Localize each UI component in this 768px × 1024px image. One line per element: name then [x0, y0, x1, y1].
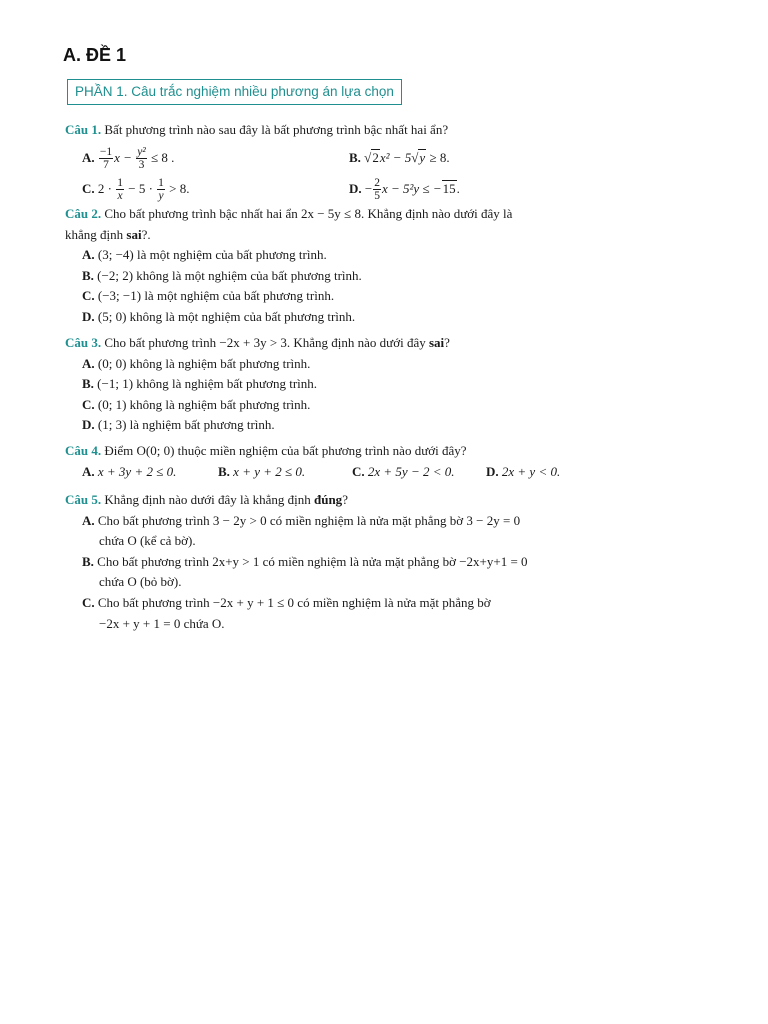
- option-a[interactable]: A. (0; 0) không là nghiệm bất phương trình.: [82, 355, 311, 371]
- fraction: $\frac{1}{y}$: [158, 177, 164, 203]
- option-c[interactable]: C. (0; 1) không là nghiệm bất phương trình.: [82, 396, 311, 412]
- page-title: A. ĐỀ 1: [63, 45, 127, 65]
- option-b[interactable]: B. (−1; 1) không là nghiệm bất phương trình.: [82, 376, 318, 392]
- option-c[interactable]: C. 2x + 5y − 2 < 0.: [352, 463, 455, 479]
- question-label: Câu 2.: [65, 206, 102, 221]
- option-b[interactable]: B. x + y + 2 ≤ 0.: [218, 463, 306, 479]
- option-d[interactable]: D. 2x + y < 0.: [486, 463, 561, 479]
- option-b[interactable]: B. Cho bất phương trình 2x+y > 1 có miền nghiệm là nửa mặt phẳng bờ −2x+y+1 = 0 chứa O (bỏ bờ).: [82, 553, 528, 590]
- option-a[interactable]: A. Cho bất phương trình 3 − 2y > 0 có miền nghiệm là nửa mặt phẳng bờ 3 − 2y = 0 chứa O (kể cả bờ).: [82, 512, 521, 549]
- sqrt-sign: √: [411, 149, 419, 165]
- question-label: Câu 3.: [65, 335, 102, 350]
- question-stem: Bất phương trình nào sau đây là bất phương trình bậc nhất hai ẩn?: [104, 122, 449, 137]
- option-a[interactable]: A. $\frac{-1}{7}$ x − $\frac{\text{y²}}{3}$ ≤ 8 .: [82, 146, 175, 172]
- fraction: $\frac{1}{x}$: [117, 177, 123, 203]
- question-label: Câu 1.: [65, 122, 102, 137]
- option-d[interactable]: D. (5; 0) không là một nghiệm của bất phương trình.: [82, 308, 356, 324]
- option-b[interactable]: B. √2x² − 5√y ≥ 8.: [349, 149, 450, 165]
- question-label: Câu 5.: [65, 492, 102, 507]
- question-label: Câu 4.: [65, 443, 102, 458]
- option-c[interactable]: C. 2 · $\frac{1}{x}$ − 5 · $\frac{1}{y}$ > 8.: [82, 177, 190, 203]
- fraction: $\frac{\text{y²}}{3}$: [137, 146, 146, 172]
- option-a[interactable]: A. (3; −4) là một nghiệm của bất phương trình.: [82, 247, 327, 263]
- fraction: $\frac{-1}{7}$: [99, 146, 113, 172]
- part-heading-box: PHẦN 1. Câu trắc nghiệm nhiều phương án lựa chọn: [67, 79, 402, 105]
- option-b[interactable]: B. (−2; 2) không là một nghiệm của bất phương trình.: [82, 267, 362, 283]
- fraction: $\frac{2}{5}$: [374, 177, 380, 203]
- option-c[interactable]: C. (−3; −1) là một nghiệm của bất phương trình.: [82, 288, 335, 304]
- option-d[interactable]: D. − $\frac{2}{5}$ x − 5²y ≤ −15.: [349, 177, 460, 203]
- question-1: [65, 120, 615, 205]
- question-4: Câu 4. Điểm O(0; 0) thuộc miền nghiệm của bất phương trình nào dưới đây? A. x + 3y + 2 ≤ 0. B. x + y + 2 ≤ 0. C. 2x + 5y − 2 < 0. D. 2x + y < 0.: [65, 441, 615, 482]
- sqrt-sign: √: [364, 149, 372, 165]
- question-3: Câu 3. Cho bất phương trình −2x + 3y > 3. Khẳng định nào dưới đây sai? A. (0; 0) không là nghiệm bất phương trình. B. (−1; 1) không là nghiệm bất phương trình. C. (0; 1) không là nghiệm bất phương trình. D. (1; 3) là nghiệm bất phương trình.: [65, 333, 615, 436]
- option-d[interactable]: D. (1; 3) là nghiệm bất phương trình.: [82, 417, 275, 433]
- question-5: Câu 5. Khẳng định nào dưới đây là khẳng định đúng? A. Cho bất phương trình 3 − 2y > 0 có miền nghiệm là nửa mặt phẳng bờ 3 − 2y = 0 chứa O (kể cả bờ). B. Cho bất phương trình 2x+y > 1 có miền nghiệm là nửa mặt phẳng bờ −2x+y+1 = 0 chứa O (bỏ bờ). C. Cho bất phương trình −2x + y + 1 ≤ 0 có miền nghiệm là nửa mặt phẳng bờ −2x + y + 1 = 0 chứa O.: [65, 490, 615, 634]
- question-2: Câu 2. Cho bất phương trình bậc nhất hai ẩn 2x − 5y ≤ 8. Khẳng định nào dưới đây là khẳng định sai?. A. (3; −4) là một nghiệm của bất phương trình. B. (−2; 2) không là một nghiệm của bất phương trình. C. (−3; −1) là một nghiệm của bất phương trình. D. (5; 0) không là một nghiệm của bất phương trình.: [65, 204, 615, 328]
- option-a[interactable]: A. x + 3y + 2 ≤ 0.: [82, 463, 177, 479]
- question-stem: Cho bất phương trình bậc nhất hai ẩn 2x − 5y ≤ 8. Khẳng định nào dưới đây là: [104, 206, 513, 221]
- option-c[interactable]: C. Cho bất phương trình −2x + y + 1 ≤ 0 có miền nghiệm là nửa mặt phẳng bờ −2x + y + 1 = 0 chứa O.: [82, 594, 491, 631]
